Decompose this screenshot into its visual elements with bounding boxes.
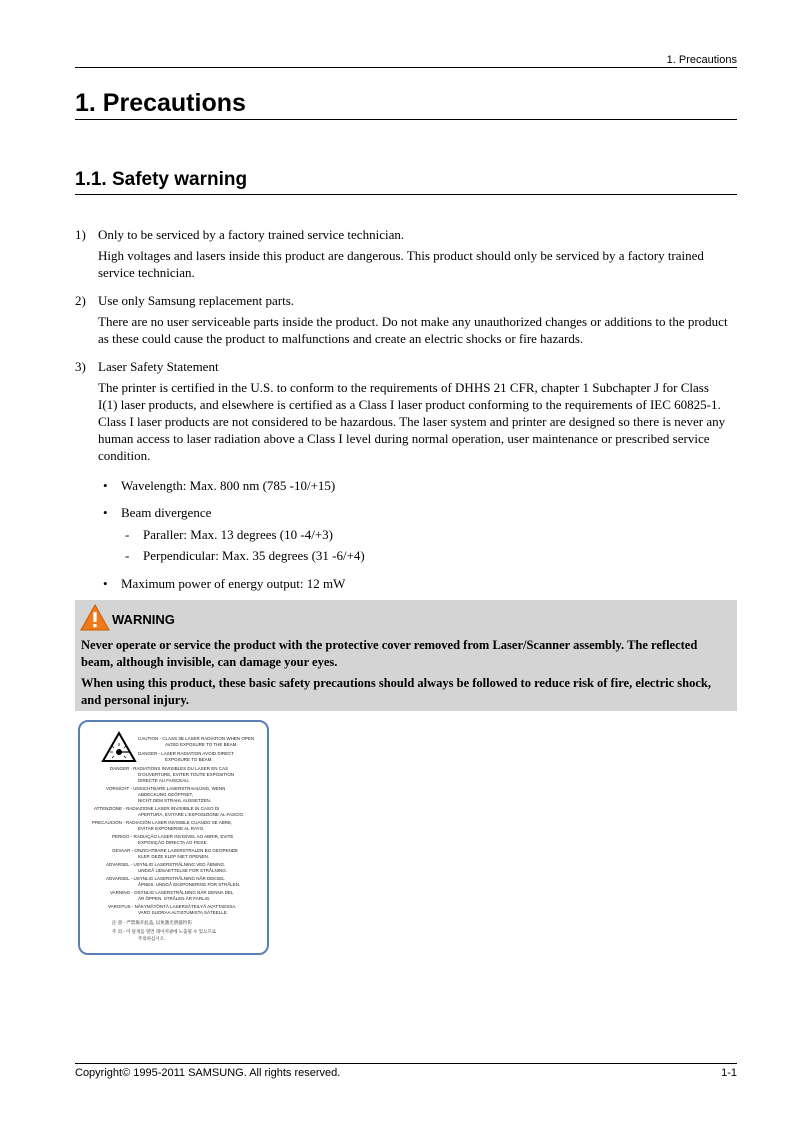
bullet-text: Beam divergence <box>121 505 212 520</box>
warning-triangle-icon <box>80 604 110 631</box>
label-line: DANGER - RADIATIONS INVISIBLES DU LASER EN CAS <box>110 766 228 771</box>
label-line: DIRECTE AU FAISCEAU. <box>138 778 190 783</box>
footer-page-number: 1-1 <box>721 1067 737 1079</box>
list-item-heading: Laser Safety Statement <box>98 359 219 374</box>
laser-caution-label <box>78 720 269 955</box>
label-line: VARO SUORAA ALTISTUMISTA SÄTEELLE. <box>138 910 229 915</box>
list-item-number: 2) <box>75 293 86 308</box>
sub-bullet-text: Perpendicular: Max. 35 degrees (31 -6/+4) <box>143 548 365 563</box>
label-line: 주 의 - 이 덮개를 열면 레이저광에 노출될 수 있으므로 <box>112 929 217 934</box>
label-line: 注 意 - 严禁揭开此盖, 以免激光泄露灼伤 <box>112 920 192 925</box>
dash-mark: - <box>125 527 130 542</box>
label-line: CAUTION - CLASS 3B LASER RADIATION WHEN OPEN <box>138 736 255 741</box>
label-line: VORSICHT - UNSICHTBARE LASERSTRAHLUNG, WENN <box>106 786 226 791</box>
list-item-heading: Only to be serviced by a factory trained service technician. <box>98 227 405 242</box>
warning-box <box>75 600 737 711</box>
label-line: D'OUVERTURE, EVITER TOUTE EXPOSITION <box>138 772 235 777</box>
label-line: VAROITUS - NÄKYMÄTÖNTÄ LASERSÄTEILYÄ AVATTAESSA. <box>108 904 237 909</box>
label-line: ADVARSEL - USYNLIG LASERSTRÅLNING NÅR DEKSEL <box>106 876 225 881</box>
label-line: EVITAR EXPONERSE AL RAYO. <box>138 826 205 831</box>
running-header: 1. Precautions <box>666 54 737 66</box>
chapter-title-rule <box>75 119 737 120</box>
bullet-text: Maximum power of energy output: 12 mW <box>121 576 346 591</box>
label-line: ÄR ÖPPEN. STRÅLEN ÄR FARLIG. <box>138 896 211 901</box>
label-line: AVOID EXPOSURE TO THE BEAM. <box>165 742 238 747</box>
dash-mark: - <box>125 548 130 563</box>
section-title-rule <box>75 194 737 195</box>
label-line: ABDECKUNG GEÖFFNET, <box>138 792 194 797</box>
label-line: UNDGÅ UDSAETTELSE FOR STRÅLNING. <box>138 868 228 873</box>
warning-paragraph-1: Never operate or service the product with the protective cover removed from Laser/Scanner assembly. The reflected beam, although invisible, can damage your eyes. <box>81 638 698 669</box>
label-line: APERTURA, EVITARE L'ESPOSIZIONE AL FASCIO. <box>138 812 245 817</box>
label-line: EXPOSURE TO BEAM. <box>165 757 213 762</box>
warning-paragraph-2: When using this product, these basic safety precautions should always be followed to reduce risk of fire, electric shock, and personal injury. <box>81 676 711 707</box>
label-line: VARNING - OSYNLIG LASERSTRÅLNING NÄR DENNA DEL <box>110 890 234 895</box>
list-item-body: High voltages and lasers inside this product are dangerous. This product should only be serviced by a factory trained service technician. <box>98 248 704 280</box>
bullet-text: Wavelength: Max. 800 nm (785 -10/+15) <box>121 478 336 493</box>
label-line: PERIGO - RADIAÇÃO LASER INVISÍVEL AO ABRIR, EVITE <box>112 834 234 839</box>
label-line: ADVARSEL - USYNLIG LASERSTRÅLNING VED ÅBNING. <box>106 862 226 867</box>
warning-title: WARNING <box>112 612 175 627</box>
sub-bullet-text: Paraller: Max. 13 degrees (10 -4/+3) <box>143 527 333 542</box>
label-line: ÅPNES. UNNGÅ EKSPONERING FOR STRÅLEN. <box>138 882 241 887</box>
list-item-number: 1) <box>75 227 86 242</box>
label-line: ATTENZIONE - RADIAZIONE LASER INVISIBILE IN CASO DI <box>94 806 220 811</box>
bullet-mark: • <box>103 505 108 520</box>
label-line: PRECAUCIÓN - RADIACIÓN LASER INVISIBLE CUANDO SE ABRE, <box>92 820 233 825</box>
bullet-mark: • <box>103 478 108 493</box>
section-title: 1.1. Safety warning <box>75 169 248 190</box>
label-line: DANGER - LASER RADIATION AVOID DIRECT <box>138 751 235 756</box>
list-item-heading: Use only Samsung replacement parts. <box>98 293 295 308</box>
header-rule <box>75 67 737 68</box>
label-line: 주의하십시오. <box>138 936 166 941</box>
list-item-number: 3) <box>75 359 86 374</box>
label-line: KLEP. DEZE KLEP NIET OPENEN. <box>138 854 210 859</box>
bullet-mark: • <box>103 576 108 591</box>
label-line: GEVAAR - ONZICHTBARE LASERSTRALEN BIJ GEOPENDE <box>112 848 238 853</box>
footer-copyright: Copyright© 1995-2011 SAMSUNG. All rights reserved. <box>75 1067 341 1079</box>
label-line: NICHT DEM STRAHL AUSSETZEN. <box>138 798 212 803</box>
footer-rule <box>75 1063 737 1064</box>
chapter-title: 1. Precautions <box>75 89 246 117</box>
list-item-body: There are no user serviceable parts inside the product. Do not make any unauthorized changes or additions to the product as these could cause the product to malfunctions and create an electric shocks or fire hazards. <box>98 314 728 346</box>
label-line: EXPOSIÇÃO DIRECTA AO FEIXE. <box>138 840 208 845</box>
list-item-body: The printer is certified in the U.S. to conform to the requirements of DHHS 21 CFR, chapter 1 Subchapter J for Class I(1) laser products, and elsewhere is certified as a Class I laser product conforming to the requirements of IEC 60825-1. Class I laser products are not considered to be hazardous. The laser system and printer are designed so there is never any human access to laser radiation above a Class I level during normal operation, user maintenance or prescribed service condition. <box>98 380 726 463</box>
laser-hazard-icon <box>101 731 137 763</box>
